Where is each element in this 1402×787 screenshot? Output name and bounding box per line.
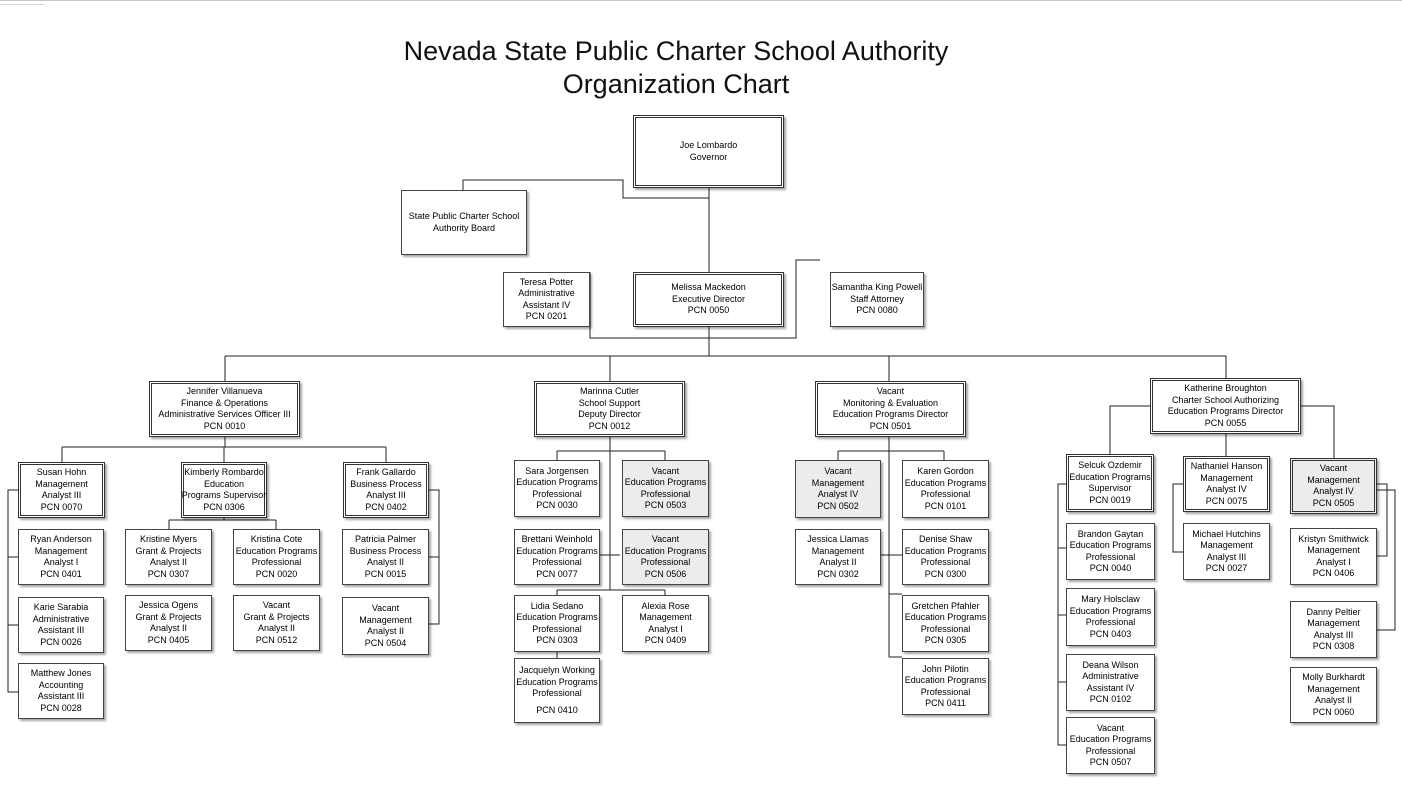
node-text-line: Assistant III bbox=[37, 625, 85, 635]
node-text-line: Professional bbox=[1085, 551, 1136, 562]
node-text-line: Management bbox=[1307, 474, 1360, 485]
node-palmer[interactable] bbox=[342, 529, 429, 585]
node-text-line: Vacant bbox=[876, 386, 905, 396]
node-text-line: Professional bbox=[532, 688, 582, 698]
node-text-line: Vacant bbox=[1319, 463, 1348, 473]
node-myers[interactable] bbox=[125, 529, 212, 585]
node-jorgensen[interactable] bbox=[514, 460, 600, 517]
node-text-line: PCN 0302 bbox=[817, 568, 859, 579]
node-vac0501[interactable] bbox=[815, 381, 966, 437]
node-text-line: Denise Shaw bbox=[918, 534, 973, 544]
node-text-line: Charter School Authorizing bbox=[1171, 394, 1280, 405]
node-wilson[interactable] bbox=[1066, 654, 1155, 711]
node-text-line: Analyst I bbox=[648, 623, 683, 634]
node-text-line: Management bbox=[35, 478, 88, 489]
node-cote[interactable] bbox=[233, 529, 320, 585]
node-text-line: PCN 0403 bbox=[1089, 628, 1132, 639]
node-text-line: Professional bbox=[640, 488, 691, 499]
node-text-line: PCN 0050 bbox=[687, 305, 730, 316]
node-text-line: Education Programs bbox=[1069, 605, 1152, 616]
node-text-line: Analyst I bbox=[43, 557, 79, 567]
node-text-line: Jacquelyn Working bbox=[519, 665, 595, 675]
node-text-line: PCN 0070 bbox=[40, 501, 83, 512]
node-text-line: Vacant bbox=[371, 603, 400, 613]
node-text-line: Management bbox=[639, 612, 692, 622]
node-text-line: PCN 0101 bbox=[924, 500, 967, 511]
node-text-line: Administrative Services Officer III bbox=[158, 409, 291, 419]
node-text-line: Analyst IV bbox=[1313, 486, 1354, 496]
node-text-line: PCN 0507 bbox=[1089, 757, 1132, 767]
node-text-line: Kimberly Rombardo bbox=[184, 467, 264, 477]
node-text-line: Grant & Projects bbox=[135, 545, 202, 556]
node-villanueva[interactable] bbox=[149, 381, 300, 437]
node-text-line: PCN 0501 bbox=[869, 420, 912, 431]
node-text-line: Analyst III bbox=[41, 490, 82, 500]
node-text-line: Professional bbox=[532, 623, 582, 634]
node-text-line: Education Programs bbox=[904, 675, 987, 685]
node-vac0503[interactable] bbox=[622, 460, 709, 517]
node-potter[interactable] bbox=[503, 272, 590, 327]
node-text-line: Jessica Llamas bbox=[807, 534, 869, 544]
node-anderson[interactable] bbox=[18, 529, 104, 585]
node-text-line: PCN 0015 bbox=[364, 568, 407, 579]
node-text-line: Nathaniel Hanson bbox=[1190, 461, 1263, 471]
node-text-line: Analyst II bbox=[819, 557, 857, 567]
node-rombardo[interactable] bbox=[181, 462, 267, 518]
node-holsclaw[interactable] bbox=[1066, 588, 1155, 646]
node-text-line: Executive Director bbox=[671, 293, 746, 304]
node-text-line: Michael Hutchins bbox=[1192, 528, 1261, 539]
node-text-line: Administrative bbox=[32, 613, 90, 624]
node-text-line: Education Programs bbox=[1069, 471, 1151, 482]
node-text-line: PCN 0019 bbox=[1089, 494, 1131, 505]
node-gordon[interactable] bbox=[902, 460, 989, 518]
node-sarabia[interactable] bbox=[18, 597, 104, 653]
node-text-line: Vacant bbox=[262, 600, 291, 610]
node-sedano[interactable] bbox=[514, 595, 600, 652]
node-text-line: PCN 0405 bbox=[147, 634, 190, 645]
node-text-line: Lidia Sedano bbox=[530, 600, 584, 611]
node-text-line: Frank Gallardo bbox=[356, 467, 416, 477]
node-text-line: Jessica Ogens bbox=[138, 600, 199, 610]
node-text-line: Education Programs bbox=[516, 545, 598, 556]
node-text-line: Management bbox=[1200, 472, 1253, 483]
node-text-line: Teresa Potter bbox=[519, 276, 574, 287]
node-jones[interactable] bbox=[18, 663, 104, 719]
node-text-line: Grant & Projects bbox=[243, 611, 310, 622]
node-text-line: Vacant bbox=[651, 465, 680, 476]
node-text-line: PCN 0102 bbox=[1089, 694, 1132, 704]
node-text-line: PCN 0026 bbox=[40, 636, 82, 647]
node-burkhardt[interactable] bbox=[1290, 667, 1377, 723]
node-text-line: School Support bbox=[578, 397, 641, 408]
node-text-line: Analyst II bbox=[366, 557, 404, 567]
node-text-line: PCN 0027 bbox=[1205, 563, 1248, 573]
node-text-line: Danny Peltier bbox=[1306, 606, 1361, 617]
node-weinhold[interactable] bbox=[514, 529, 600, 585]
node-text-line: Management bbox=[359, 614, 412, 625]
node-text-line: PCN 0505 bbox=[1312, 497, 1355, 508]
node-text-line: Analyst II bbox=[366, 626, 404, 636]
node-text-line: Finance & Operations bbox=[180, 397, 269, 408]
node-text-line: Education Programs bbox=[904, 477, 987, 488]
node-text-line: Professional bbox=[920, 489, 971, 499]
node-text-line: Brettani Weinhold bbox=[521, 534, 593, 544]
node-ogens[interactable] bbox=[125, 595, 212, 651]
node-text-line: PCN 0300 bbox=[924, 568, 967, 579]
node-ozdemir[interactable] bbox=[1066, 454, 1154, 512]
node-text-line: Education Programs bbox=[235, 545, 318, 556]
node-text-line: Assistant IV bbox=[522, 299, 571, 310]
node-text-line: Alexia Rose bbox=[641, 600, 690, 611]
node-vac0507[interactable] bbox=[1066, 717, 1155, 774]
node-smithwick[interactable] bbox=[1290, 528, 1377, 585]
node-text-line: Supervisor bbox=[1088, 483, 1132, 493]
node-vac0504[interactable] bbox=[342, 597, 429, 655]
node-text-line: Professional bbox=[920, 623, 971, 634]
node-text-line: Education Programs bbox=[516, 676, 598, 687]
node-text-line: Jennifer Villanueva bbox=[186, 386, 263, 396]
node-text-line: Analyst III bbox=[1206, 551, 1247, 562]
node-text-line: Vacant bbox=[1096, 722, 1125, 733]
node-text-line: PCN 0512 bbox=[255, 634, 298, 645]
node-text-line: Kristina Cote bbox=[250, 534, 303, 544]
node-text-line: Patricia Palmer bbox=[354, 534, 417, 544]
node-text-line: Education Programs Director bbox=[832, 409, 949, 419]
node-text-line: Education Programs bbox=[624, 545, 707, 556]
node-text-line: Governor bbox=[689, 151, 728, 162]
node-text-line: Professional bbox=[532, 557, 582, 567]
node-gaytan[interactable] bbox=[1066, 523, 1155, 580]
node-text-line: Karen Gordon bbox=[917, 466, 974, 476]
node-text-line: Business Process bbox=[349, 545, 422, 556]
node-hutchins[interactable] bbox=[1183, 523, 1270, 580]
node-text-line: Business Process bbox=[350, 478, 422, 489]
node-text-line: Education Programs bbox=[516, 612, 598, 622]
node-text-line: PCN 0020 bbox=[255, 568, 298, 579]
node-text-line: Programs Supervisor bbox=[181, 490, 267, 500]
node-text-line: PCN 0080 bbox=[856, 305, 898, 316]
node-text-line: PCN 0306 bbox=[203, 501, 245, 512]
node-text-line: Kristine Myers bbox=[139, 534, 197, 544]
node-hohn[interactable] bbox=[18, 462, 105, 518]
node-text-line: Vacant bbox=[824, 466, 852, 476]
node-text-line: PCN 0411 bbox=[925, 698, 966, 708]
node-text-line: Analyst I bbox=[1316, 556, 1351, 567]
node-text-line: Professional bbox=[640, 557, 691, 567]
node-text-line: Management bbox=[1200, 540, 1253, 550]
node-text-line: Education Programs bbox=[1069, 734, 1152, 744]
node-text-line: PCN 0201 bbox=[525, 311, 568, 321]
node-text-line: PCN 0055 bbox=[1204, 417, 1247, 428]
node-text-line: Accounting bbox=[38, 679, 84, 690]
node-text-line: Deputy Director bbox=[578, 409, 641, 419]
node-text-line: Sara Jorgensen bbox=[525, 465, 589, 476]
node-text-line: Education Programs bbox=[904, 545, 987, 556]
node-text-line: Joe Lombardo bbox=[679, 140, 738, 150]
node-text-line: Analyst IV bbox=[817, 489, 859, 499]
node-text-line: Management bbox=[1307, 683, 1360, 694]
node-text-line: PCN 0406 bbox=[1312, 568, 1355, 578]
node-text-line: Management bbox=[811, 545, 865, 556]
node-text-line: Analyst II bbox=[149, 623, 187, 633]
node-text-line: Karie Sarabia bbox=[33, 602, 89, 612]
node-working[interactable] bbox=[514, 658, 600, 723]
node-text-line: Analyst III bbox=[1313, 629, 1354, 640]
node-llamas[interactable] bbox=[795, 529, 881, 585]
node-text-line: Authority Board bbox=[432, 222, 496, 233]
node-text-line: PCN 0410 bbox=[536, 704, 578, 715]
node-pfahler[interactable] bbox=[902, 595, 989, 652]
node-peltier[interactable] bbox=[1290, 601, 1377, 658]
node-text-line: Grant & Projects bbox=[135, 611, 202, 622]
node-text-line: John Pilotin bbox=[922, 663, 969, 674]
node-powell[interactable] bbox=[830, 272, 924, 327]
node-text-line: Marinna Cutler bbox=[579, 386, 640, 396]
node-text-line: PCN 0402 bbox=[365, 501, 407, 512]
node-text-line: Analyst III bbox=[366, 490, 406, 500]
node-text-line: Monitoring & Evaluation bbox=[842, 397, 939, 408]
node-rose[interactable] bbox=[622, 595, 709, 652]
node-text-line: Matthew Jones bbox=[30, 668, 92, 678]
node-vac0512[interactable] bbox=[233, 595, 320, 651]
node-gov[interactable] bbox=[633, 115, 784, 188]
node-text-line: Selcuk Ozdemir bbox=[1078, 460, 1142, 470]
node-hanson[interactable] bbox=[1183, 456, 1270, 512]
node-text-line: Mary Holsclaw bbox=[1081, 594, 1140, 604]
node-text-line: Analyst II bbox=[149, 557, 187, 567]
node-gallardo[interactable] bbox=[343, 462, 429, 518]
node-text-line: Gretchen Pfahler bbox=[911, 600, 980, 611]
node-broughton[interactable] bbox=[1150, 378, 1301, 434]
node-text-line: Education bbox=[203, 478, 245, 489]
node-text-line: PCN 0040 bbox=[1089, 563, 1132, 573]
node-text-line: Management bbox=[34, 545, 88, 556]
node-text-line: State Public Charter School bbox=[408, 211, 520, 221]
node-text-line: PCN 0504 bbox=[364, 637, 407, 648]
node-text-line: PCN 0077 bbox=[536, 568, 578, 579]
node-mackedon[interactable] bbox=[633, 272, 784, 327]
node-text-line: Assistant IV bbox=[1086, 682, 1135, 693]
node-text-line: Education Programs Director bbox=[1167, 406, 1284, 416]
node-text-line: Management bbox=[811, 477, 865, 488]
node-text-line: PCN 0307 bbox=[147, 568, 190, 579]
node-text-line: PCN 0060 bbox=[1312, 706, 1355, 717]
node-text-line: Management bbox=[1307, 618, 1360, 628]
node-vac0505[interactable] bbox=[1290, 458, 1377, 514]
node-board[interactable] bbox=[401, 190, 527, 255]
node-text-line: Professional bbox=[1085, 745, 1136, 756]
chart-title-line-1: Nevada State Public Charter School Authority bbox=[403, 36, 949, 66]
node-pilotin[interactable] bbox=[902, 658, 989, 715]
node-text-line: Professional bbox=[532, 488, 582, 499]
node-text-line: Kristyn Smithwick bbox=[1298, 533, 1369, 544]
node-shaw[interactable] bbox=[902, 529, 989, 585]
node-text-line: Deana Wilson bbox=[1082, 659, 1139, 670]
node-vac0502[interactable] bbox=[795, 460, 881, 518]
node-text-line: Professional bbox=[1085, 617, 1136, 627]
node-text-line: Molly Burkhardt bbox=[1302, 672, 1365, 682]
node-text-line: Samantha King Powell bbox=[831, 282, 923, 293]
node-text-line: Vacant bbox=[651, 534, 680, 544]
node-text-line: Ryan Anderson bbox=[30, 534, 92, 544]
node-text-line: Melissa Mackedon bbox=[671, 282, 746, 293]
node-text-line: Assistant III bbox=[37, 691, 85, 701]
node-text-line: Education Programs bbox=[1069, 540, 1152, 550]
node-text-line: Management bbox=[1307, 545, 1360, 555]
chart-title-line-2: Organization Chart bbox=[562, 69, 790, 99]
node-text-line: PCN 0503 bbox=[644, 500, 687, 510]
node-text-line: PCN 0409 bbox=[644, 635, 687, 645]
node-text-line: Administrative bbox=[1082, 671, 1139, 681]
node-text-line: Staff Attorney bbox=[850, 293, 904, 304]
node-text-line: PCN 0308 bbox=[1312, 641, 1355, 651]
node-text-line: Education Programs bbox=[904, 612, 987, 622]
node-text-line: PCN 0028 bbox=[40, 702, 82, 713]
node-text-line: PCN 0401 bbox=[40, 568, 82, 579]
node-text-line: PCN 0303 bbox=[536, 635, 578, 645]
node-text-line: PCN 0502 bbox=[817, 500, 859, 511]
node-text-line: Analyst II bbox=[257, 623, 295, 633]
node-text-line: Katherine Broughton bbox=[1184, 383, 1267, 393]
node-text-line: Analyst IV bbox=[1206, 484, 1247, 494]
node-text-line: PCN 0075 bbox=[1205, 495, 1248, 506]
node-text-line: Education Programs bbox=[516, 477, 598, 487]
node-cutler[interactable] bbox=[534, 381, 685, 437]
node-text-line: Professional bbox=[920, 557, 971, 567]
node-text-line: Professional bbox=[920, 686, 971, 697]
node-text-line: Susan Hohn bbox=[36, 467, 87, 477]
node-text-line: PCN 0012 bbox=[588, 420, 631, 431]
node-text-line: Administrative bbox=[518, 288, 575, 298]
node-vac0506[interactable] bbox=[622, 529, 709, 585]
node-text-line: PCN 0305 bbox=[924, 635, 967, 645]
node-text-line: PCN 0010 bbox=[203, 420, 246, 431]
node-text-line: PCN 0030 bbox=[536, 500, 578, 510]
node-text-line: PCN 0506 bbox=[644, 568, 687, 579]
node-text-line: Education Programs bbox=[624, 477, 707, 487]
node-text-line: Analyst II bbox=[1314, 695, 1352, 705]
node-text-line: Brandon Gaytan bbox=[1077, 528, 1144, 539]
node-text-line: Professional bbox=[251, 557, 302, 567]
